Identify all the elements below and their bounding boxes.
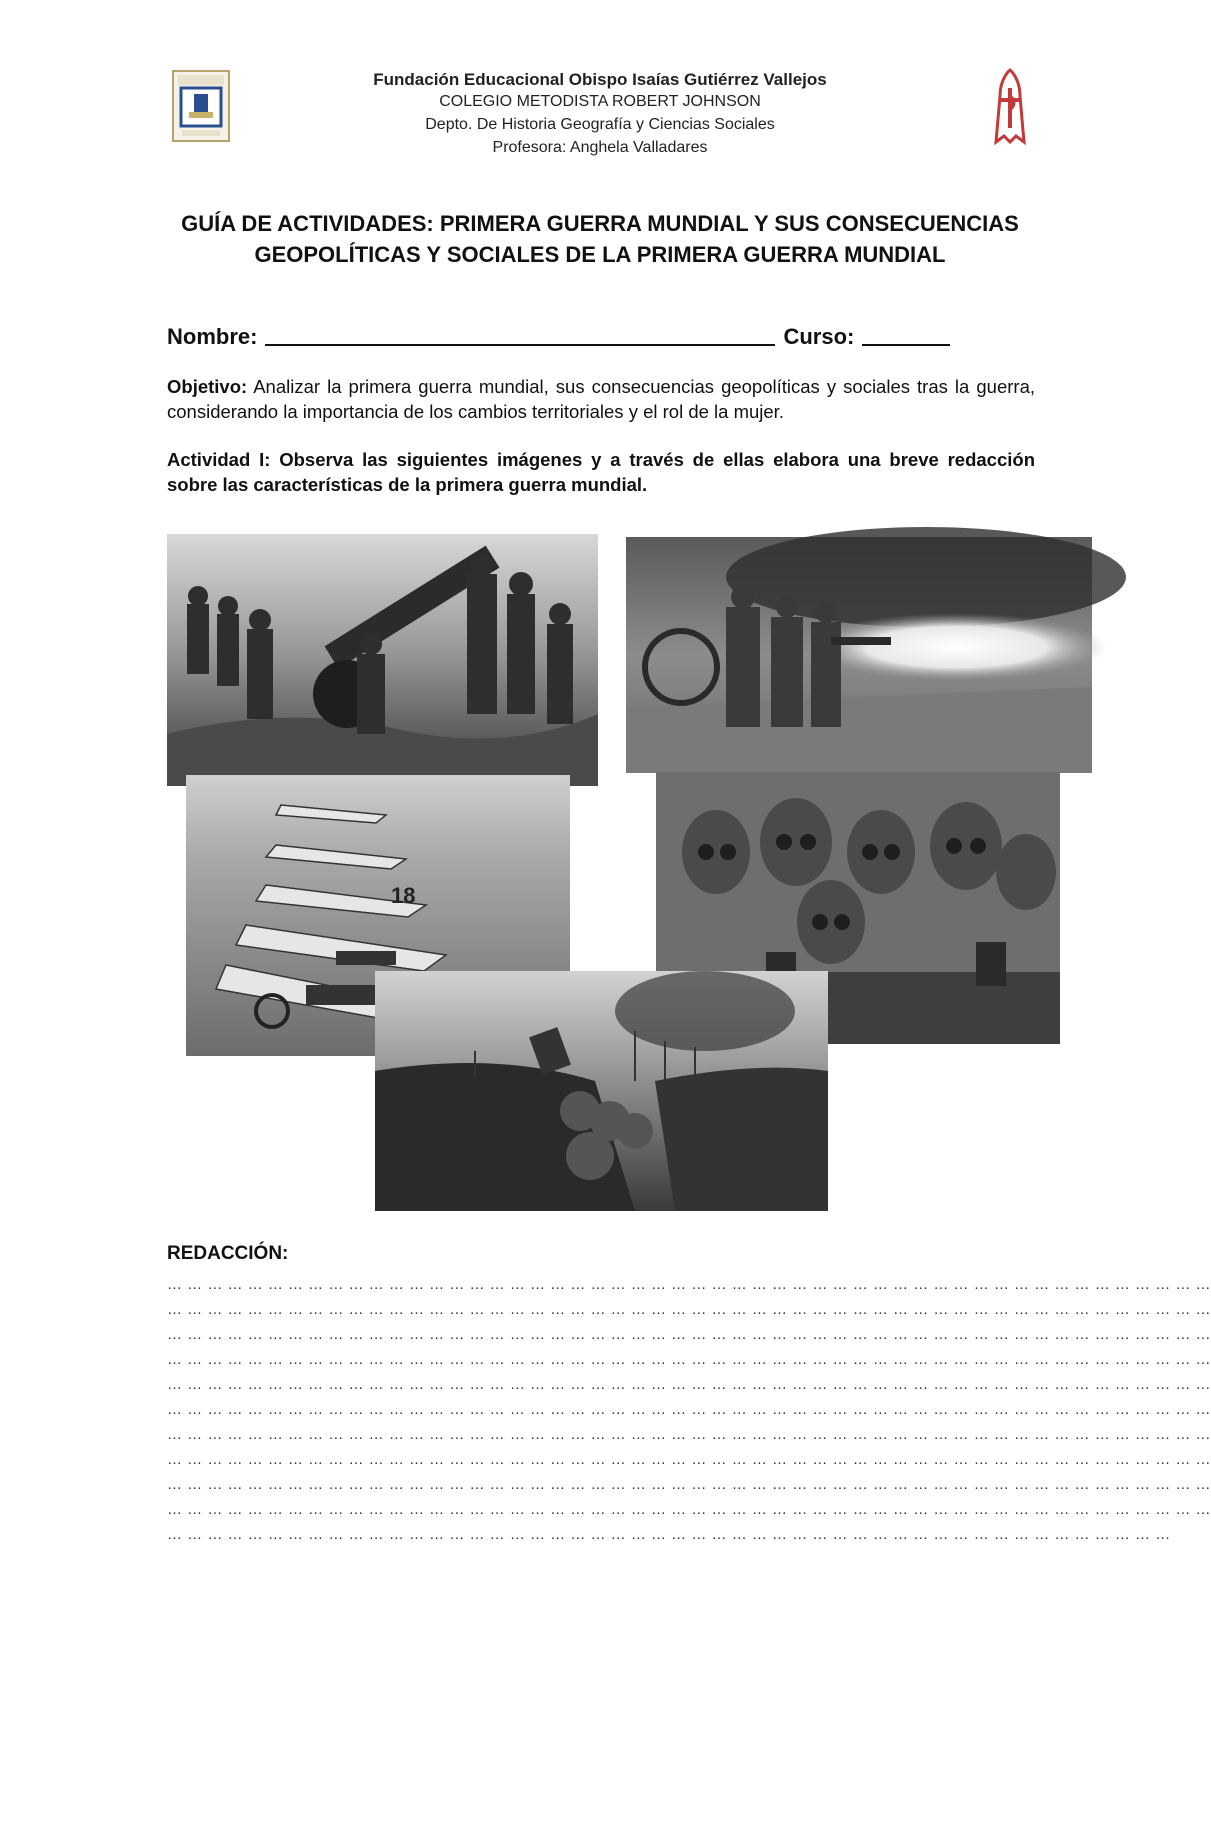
- student-info-row: [167, 324, 1027, 350]
- course-label: Curso:: [783, 324, 855, 349]
- writing-line[interactable]: … … … … … … … … … … … … … … … … … … … … … … … … … … … … … … … … … … … … … … … … … … … … … … … … … … … …: [167, 1476, 1211, 1493]
- writing-line[interactable]: … … … … … … … … … … … … … … … … … … … … … … … … … … … … … … … … … … … … … … … … … … … … … … … … … … … …: [167, 1301, 1211, 1318]
- objective-text: Analizar la primera guerra mundial, sus consecuencias geopolíticas y sociales tras la guerra, considerando la importancia de los cambios territoriales y el rol de la mujer.: [167, 376, 1035, 422]
- teacher-name: Profesora: Anghela Valladares: [492, 139, 708, 156]
- writing-line[interactable]: … … … … … … … … … … … … … … … … … … … … … … … … … … … … … … … … … … … … … … … … … … … … … … … … … …: [167, 1526, 1171, 1543]
- objective-label: Objetivo:: [167, 376, 248, 397]
- document-title: GUÍA DE ACTIVIDADES: PRIMERA GUERRA MUNDIAL Y SUS CONSECUENCIAS GEOPOLÍTICAS Y SOCIALES DE LA PRIMERA GUERRA MUNDIAL: [181, 211, 1019, 267]
- writing-line[interactable]: … … … … … … … … … … … … … … … … … … … … … … … … … … … … … … … … … … … … … … … … … … … … … … … … … … … …: [167, 1351, 1211, 1368]
- redaccion-writing-lines[interactable]: [167, 1272, 1211, 1547]
- methodist-cross-flame-logo: [982, 66, 1038, 146]
- artillery-crew-photo: [167, 534, 598, 786]
- activity-instructions: Actividad I: Observa las siguientes imágenes y a través de ellas elabora una breve redacción sobre las características de la primera guerra mundial.: [167, 449, 1035, 495]
- objective-paragraph: [167, 374, 1035, 424]
- name-label: Nombre:: [167, 324, 258, 349]
- flamethrower-soldiers-photo: [626, 537, 1092, 773]
- writing-line[interactable]: … … … … … … … … … … … … … … … … … … … … … … … … … … … … … … … … … … … … … … … … … … … … … … … … … … … …: [167, 1426, 1211, 1443]
- writing-line[interactable]: … … … … … … … … … … … … … … … … … … … … … … … … … … … … … … … … … … … … … … … … … … … … … … … … … … … …: [167, 1451, 1211, 1468]
- trench-assault-photo: [375, 971, 828, 1211]
- foundation-name: Fundación Educacional Obispo Isaías Gutiérrez Vallejos: [373, 70, 827, 89]
- writing-line[interactable]: … … … … … … … … … … … … … … … … … … … … … … … … … … … … … … … … … … … … … … … … … … … … … … … … … … … …: [167, 1376, 1211, 1393]
- writing-line[interactable]: … … … … … … … … … … … … … … … … … … … … … … … … … … … … … … … … … … … … … … … … … … … … … … … … … … … …: [167, 1401, 1211, 1418]
- department-name: Depto. De Historia Geografía y Ciencias Sociales: [425, 116, 775, 133]
- course-field-line[interactable]: [862, 324, 950, 346]
- writing-line[interactable]: … … … … … … … … … … … … … … … … … … … … … … … … … … … … … … … … … … … … … … … … … … … … … … … … … … … …: [167, 1276, 1211, 1293]
- writing-line[interactable]: … … … … … … … … … … … … … … … … … … … … … … … … … … … … … … … … … … … … … … … … … … … … … … … … … … … …: [167, 1501, 1211, 1518]
- writing-line[interactable]: … … … … … … … … … … … … … … … … … … … … … … … … … … … … … … … … … … … … … … … … … … … … … … … … … … … …: [167, 1326, 1211, 1343]
- redaccion-label: REDACCIÓN:: [167, 1243, 289, 1264]
- name-field-line[interactable]: [265, 324, 775, 346]
- school-name: COLEGIO METODISTA ROBERT JOHNSON: [439, 93, 761, 110]
- school-crest-logo: [172, 70, 230, 142]
- plane-number-label: 18: [391, 883, 416, 908]
